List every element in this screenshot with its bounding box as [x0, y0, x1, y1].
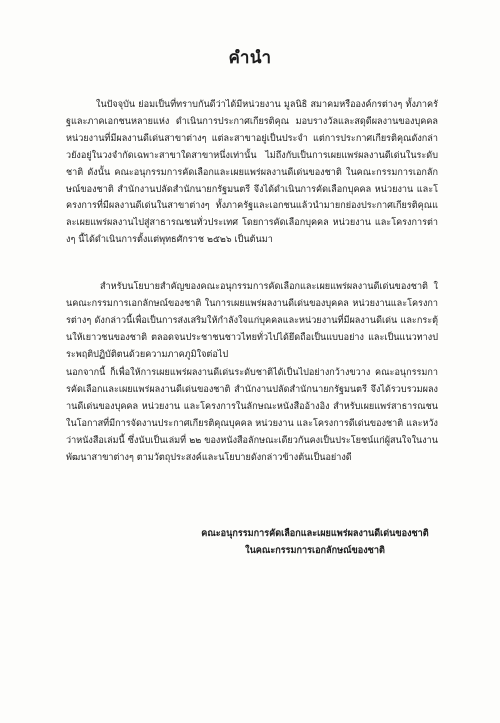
signature-block — [175, 526, 455, 560]
page-title: คำนำ — [228, 48, 272, 68]
signature-line-2: ในคณะกรรมการเอกลักษณ์ของชาติ — [245, 546, 385, 556]
paragraph-1: ในปัจจุบัน ย่อมเป็นที่ทราบกันดีว่าได้มีหน่วยงาน มูลนิธิ สมาคมหรือองค์กรต่างๆ ทั้งภาครัฐและภาคเอกชนหลายแห่ง ดำเนินการประกาศเกียรติคุณ มอบรางวัลและสดุดีผลงานของบุคคล หน่วยงานที่มีผลงานดีเด่นสาขาต่างๆ แต่ละสาขาอยู่เป็นประจำ แต่การประกาศเกียรติคุณดังกล่าวยังอยู่ในวงจำกัดเฉพาะสาขาใดสาขาหนึ่งเท่านั้น ไม่ถึงกับเป็นการเผยแพร่ผลงานดีเด่นในระดับชาติ ดังนั้น คณะอนุกรรมการคัดเลือกและเผยแพร่ผลงานดีเด่นของชาติ ในคณะกรรมการเอกลักษณ์ของชาติ สำนักงานปลัดสำนักนายกรัฐมนตรี จึงได้ดำเนินการคัดเลือกบุคคล หน่วยงาน และโครงการที่มีผลงานดีเด่นในสาขาต่างๆ ทั้งภาครัฐและเอกชนแล้วนำมายกย่องประกาศเกียรติคุณและเผยแพร่ผลงานไปสู่สาธารณชนทั่วประเทศ โดยการคัดเลือกบุคคล หน่วยงาน และโครงการต่างๆ นี้ได้ดำเนินการตั้งแต่พุทธศักราช ๒๕๒๖ เป็นต้นมา — [66, 100, 438, 246]
signature-line-1: คณะอนุกรรมการคัดเลือกและเผยแพร่ผลงานดีเด่นของชาติ — [201, 529, 429, 539]
paragraph-2: สำหรับนโยบายสำคัญของคณะอนุกรรมการคัดเลือกและเผยแพร่ผลงานดีเด่นของชาติ ในคณะกรรมการเอกลักษณ์ของชาติ ในการเผยแพร่ผลงานดีเด่นของบุคคล หน่วยงานและโครงการต่างๆ ดังกล่าวนี้เพื่อเป็นการส่งเสริมให้กำลังใจแก่บุคคลและหน่วยงานที่มีผลงานดีเด่น และกระตุ้นให้เยาวชนของชาติ ตลอดจนประชาชนชาวไทยทั่วไปได้ยึดถือเป็นแบบอย่าง และเป็นแนวทางประพฤติปฏิบัติตนด้วยความภาคภูมิใจต่อไป — [66, 282, 438, 360]
paragraph-3: นอกจากนี้ ก็เพื่อให้การเผยแพร่ผลงานดีเด่นระดับชาติได้เป็นไปอย่างกว้างขวาง คณะอนุกรรมการคัดเลือกและเผยแพร่ผลงานดีเด่นของชาติ สำนักงานปลัดสำนักนายกรัฐมนตรี จึงได้รวบรวมผลงานดีเด่นของบุคคล หน่วยงาน และโครงการในลักษณะหนังสืออ้างอิง สำหรับเผยแพร่สาธารณชนในโอกาสที่มีการจัดงานประกาศเกียรติคุณบุคคล หน่วยงาน และโครงการดีเด่นของชาติ และหวังว่าหนังสือเล่มนี้ ซึ่งนับเป็นเล่มที่ ๒๒ ของหนังสือลักษณะเดียวกันคงเป็นประโยชน์แก่ผู้สนใจในงานพัฒนาสาขาต่างๆ ตามวัตถุประสงค์และนโยบายดังกล่าวข้างต้นเป็นอย่างดี — [66, 368, 438, 463]
